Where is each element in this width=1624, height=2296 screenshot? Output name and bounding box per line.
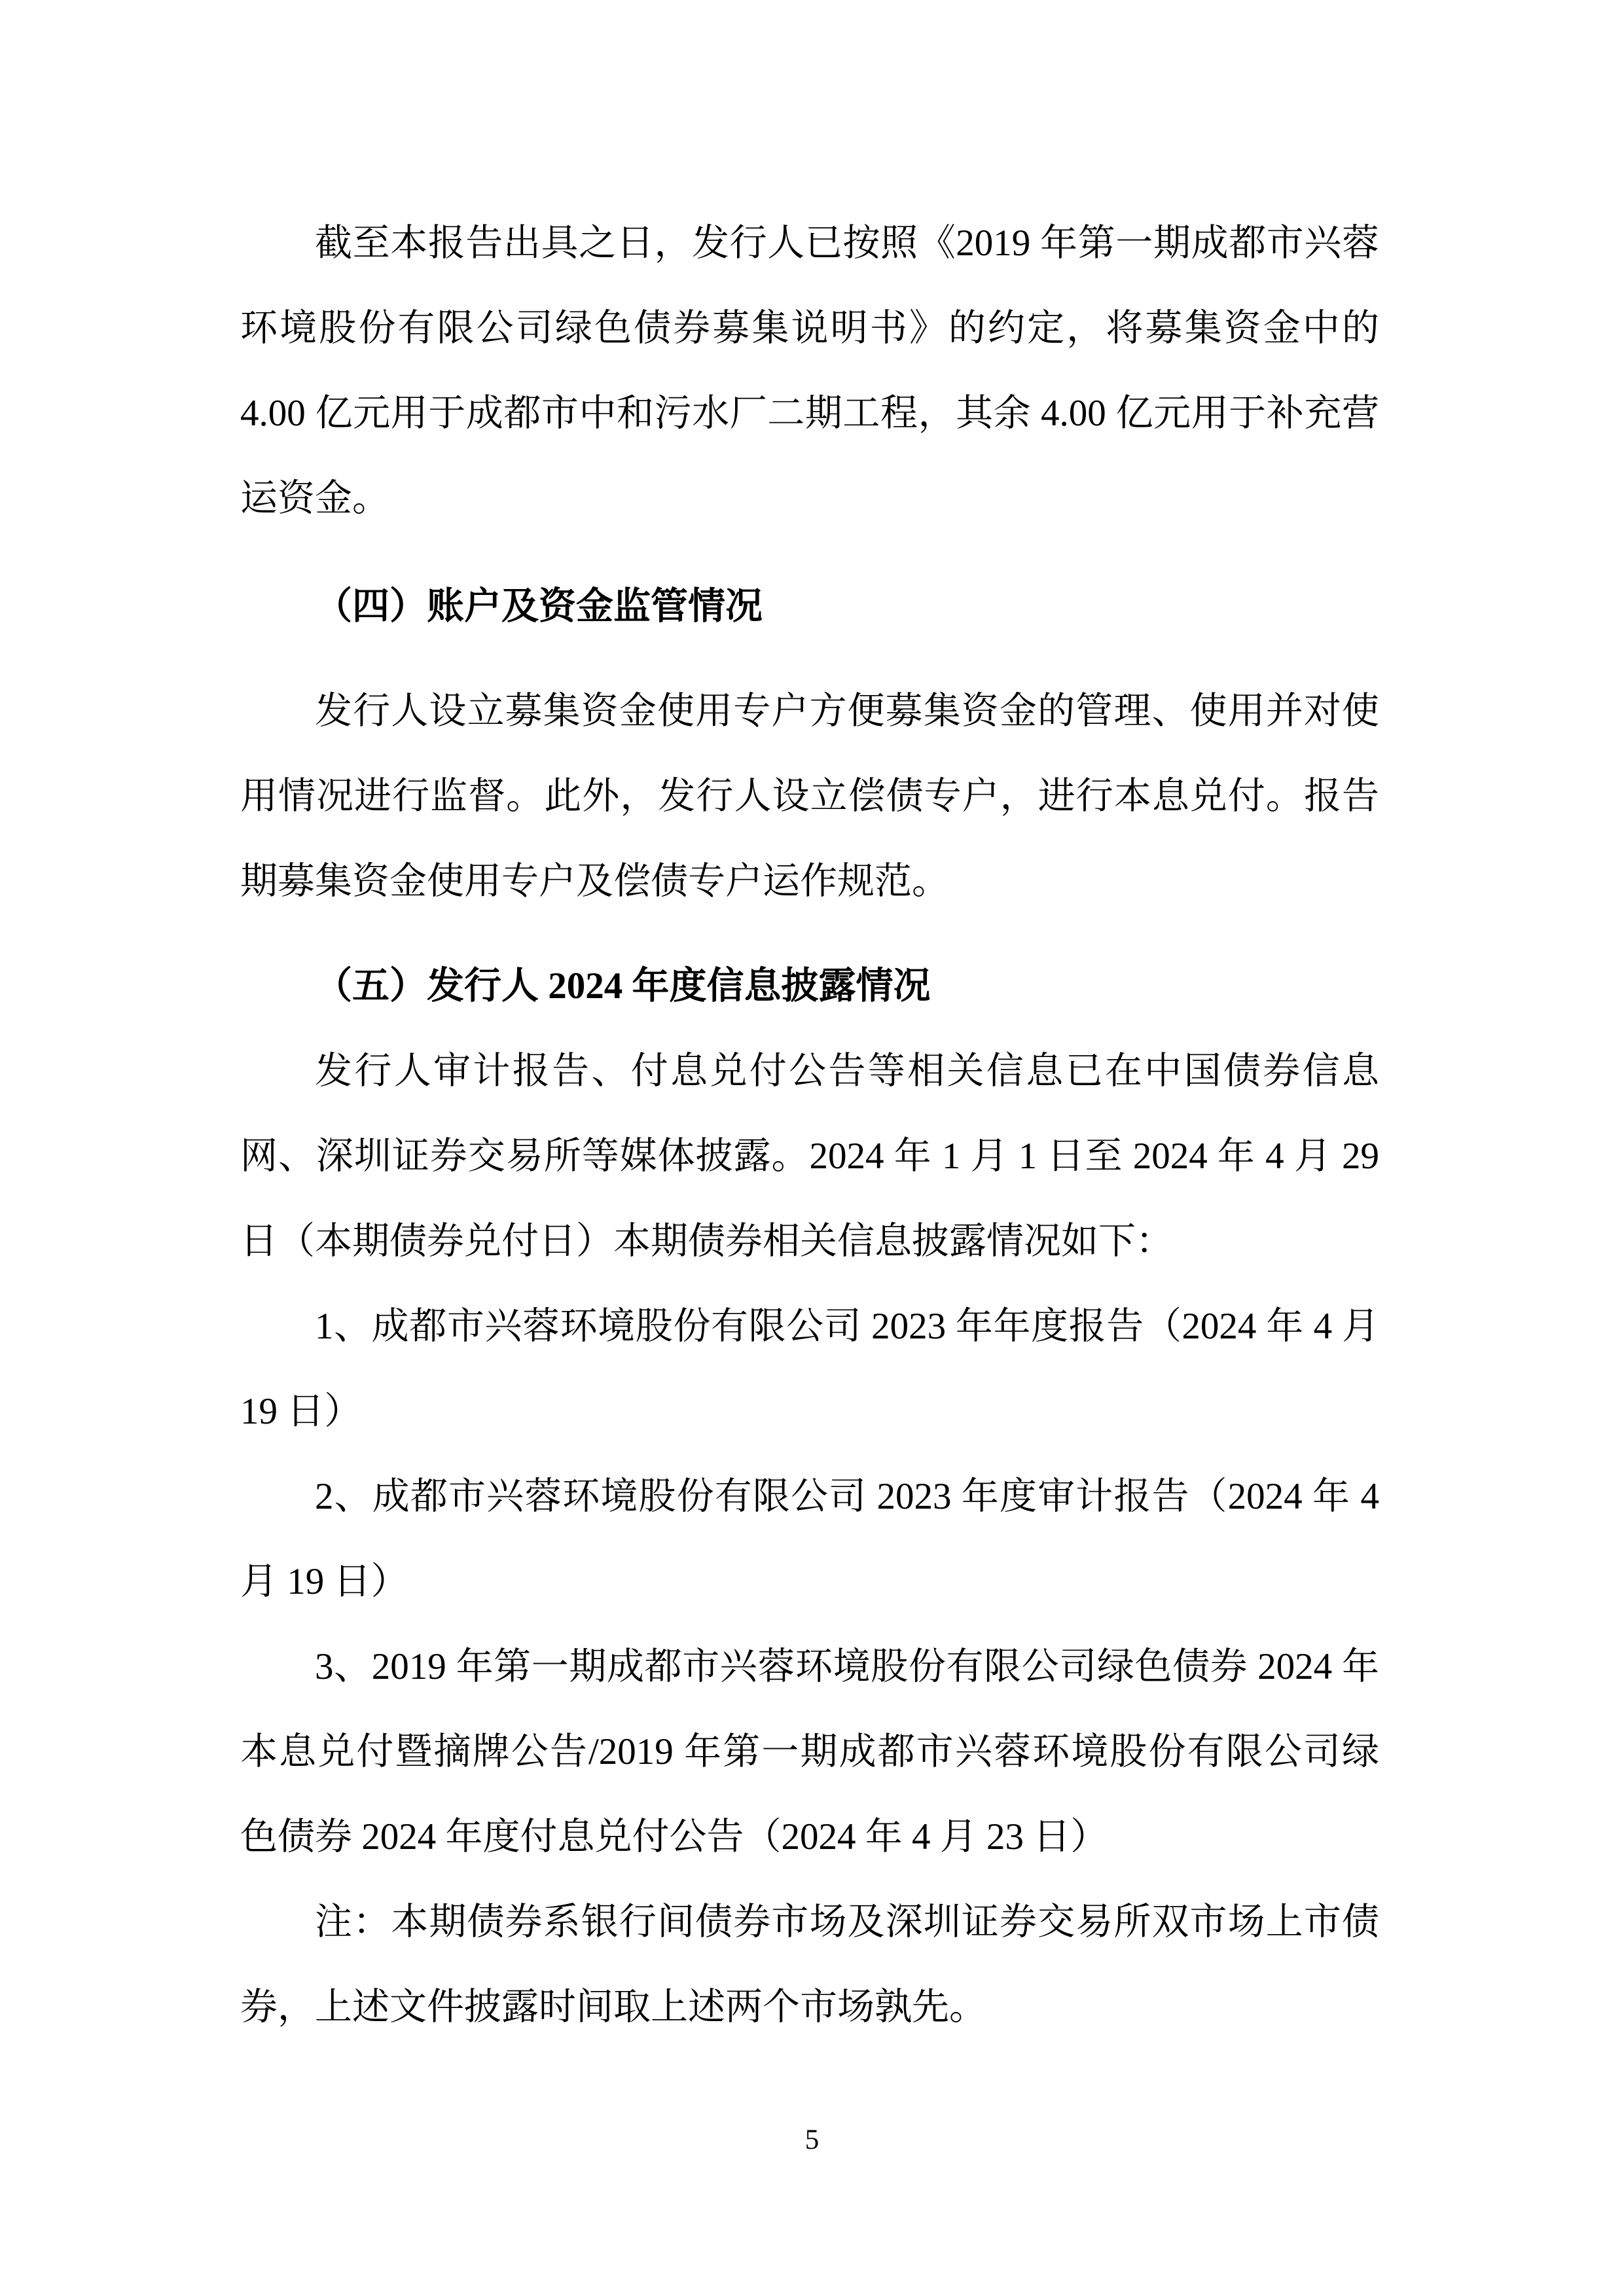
paragraph-account-supervision: 发行人设立募集资金使用专户方便募集资金的管理、使用并对使用情况进行监督。此外，发行人设立偿债专户，进行本息兑付。报告期募集资金使用专户及偿债专户运作规范。 <box>240 691 1379 902</box>
heading-section-5-information-disclosure: （五）发行人 2024 年度信息披露情况 <box>315 965 931 1007</box>
page-number: 5 <box>804 2125 820 2155</box>
paragraph-disclosure-overview: 发行人审计报告、付息兑付公告等相关信息已在中国债券信息网、深圳证券交易所等媒体披露。2024 年 1 月 1 日至 2024 年 4 月 29 日（本期债券兑付日）本期债券相关信息披露情况如下： <box>240 1050 1379 1262</box>
list-item-audit-report: 2、成都市兴蓉环境股份有限公司 2023 年度审计报告（2024 年 4 月 19 日） <box>240 1476 1379 1602</box>
paragraph-proceeds-usage: 截至本报告出具之日，发行人已按照《2019 年第一期成都市兴蓉环境股份有限公司绿色债券募集说明书》的约定，将募集资金中的 4.00 亿元用于成都市中和污水厂二期工程，其余 4.00 亿元用于补充营运资金。 <box>240 223 1379 519</box>
list-item-annual-report: 1、成都市兴蓉环境股份有限公司 2023 年年度报告（2024 年 4 月 19 日） <box>240 1306 1379 1432</box>
paragraph-note-dual-market: 注：本期债券系银行间债券市场及深圳证券交易所双市场上市债券，上述文件披露时间取上述两个市场孰先。 <box>240 1901 1379 2028</box>
list-item-redemption-announcement: 3、2019 年第一期成都市兴蓉环境股份有限公司绿色债券 2024 年本息兑付暨摘牌公告/2019 年第一期成都市兴蓉环境股份有限公司绿色债券 2024 年度付息兑付公告（2024 年 4 月 23 日） <box>240 1646 1379 1857</box>
document-body <box>240 201 1379 2050</box>
heading-section-4-account-supervision: （四）账户及资金监管情况 <box>315 586 763 627</box>
